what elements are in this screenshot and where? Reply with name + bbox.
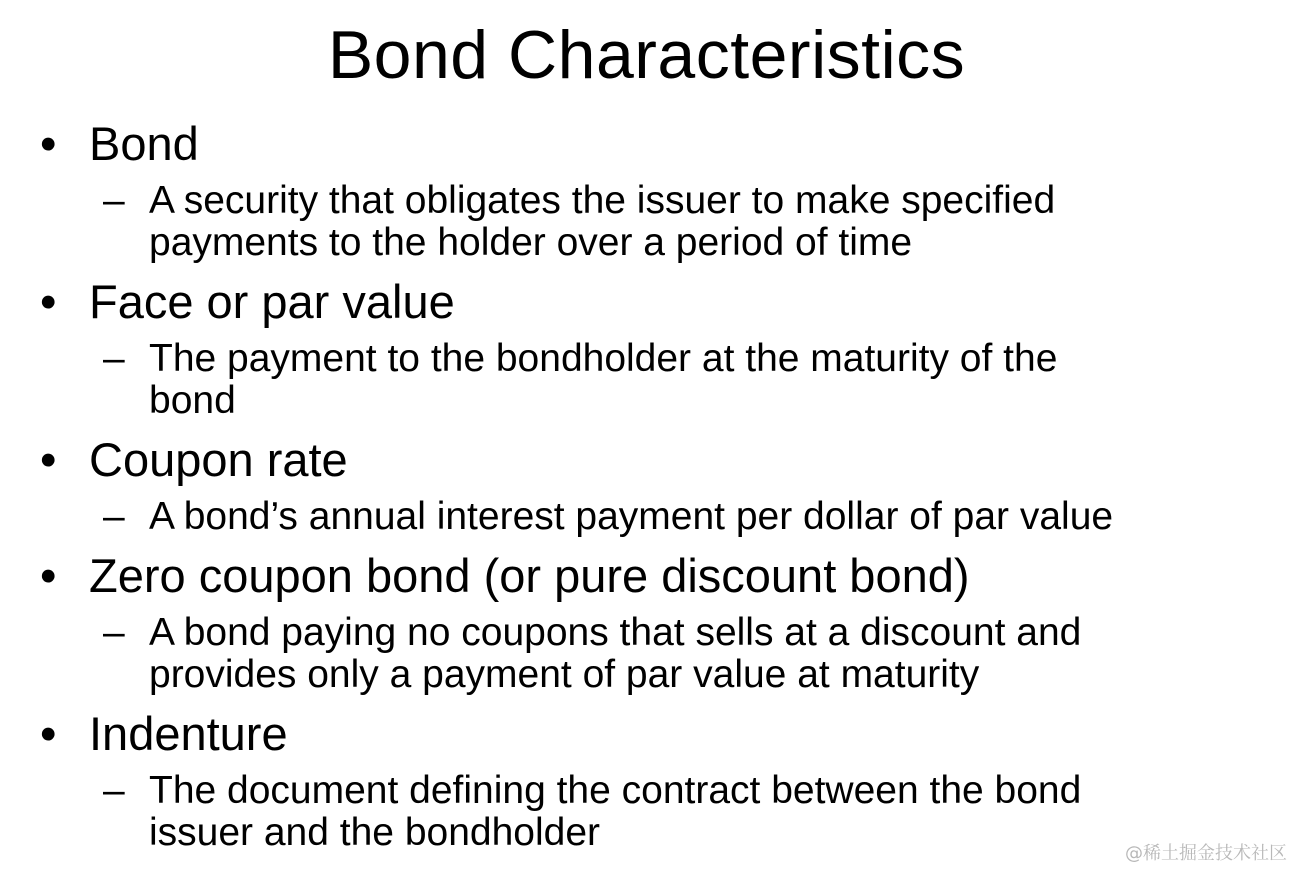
bullet-item-bond	[40, 118, 199, 170]
bullet-icon: •	[40, 549, 57, 602]
definition-line: The document defining the contract between the bond	[149, 769, 1082, 812]
bullet-term: Coupon rate	[89, 433, 348, 486]
bullet-item-face-value	[40, 276, 455, 328]
definition-line: The payment to the bondholder at the maturity of the	[149, 337, 1058, 380]
definition-line: A bond’s annual interest payment per dollar of par value	[149, 495, 1114, 538]
dash-icon: –	[103, 769, 125, 812]
dash-icon: –	[103, 337, 125, 380]
definition-line: A security that obligates the issuer to make specified	[149, 179, 1056, 222]
bullet-icon: •	[40, 433, 57, 486]
definition-line: payments to the holder over a period of time	[149, 221, 913, 264]
definition-line: provides only a payment of par value at maturity	[149, 653, 980, 696]
definition-line: bond	[149, 379, 236, 422]
bullet-term: Indenture	[89, 707, 288, 760]
dash-icon: –	[103, 179, 125, 222]
bullet-term: Face or par value	[89, 275, 455, 328]
dash-icon: –	[103, 495, 125, 538]
definition-line: A bond paying no coupons that sells at a discount and	[149, 611, 1082, 654]
watermark: @稀土掘金技术社区	[1125, 843, 1287, 864]
dash-icon: –	[103, 611, 125, 654]
bullet-item-zero-coupon-bond	[40, 550, 970, 602]
slide-title: Bond Characteristics	[327, 17, 966, 93]
bullet-icon: •	[40, 707, 57, 760]
bullet-item-indenture	[40, 708, 288, 760]
bullet-term: Zero coupon bond (or pure discount bond)	[89, 549, 970, 602]
bullet-icon: •	[40, 117, 57, 170]
bullet-term: Bond	[89, 117, 199, 170]
definition-line: issuer and the bondholder	[149, 811, 600, 854]
bullet-icon: •	[40, 275, 57, 328]
bullet-item-coupon-rate	[40, 434, 348, 486]
